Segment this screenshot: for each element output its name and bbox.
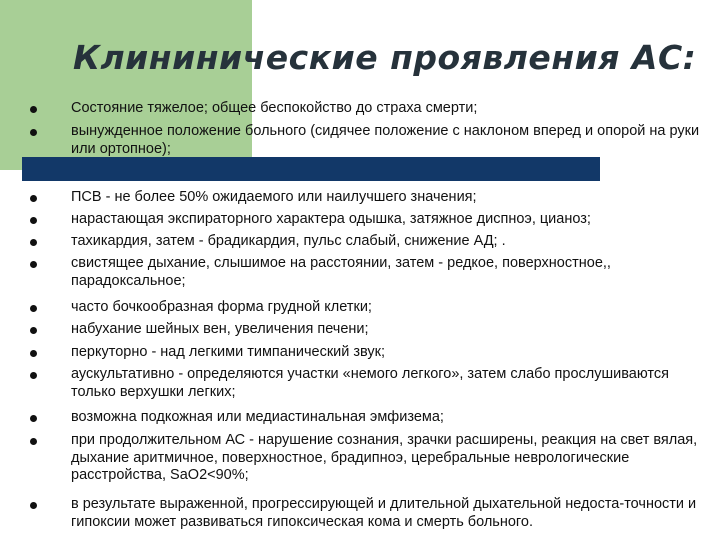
bullet-icon <box>30 195 37 202</box>
bullet-icon <box>30 327 37 334</box>
list-item-text: тахикардия, затем - брадикардия, пульс слабый, снижение АД; . <box>71 233 506 249</box>
bullet-icon <box>30 350 37 357</box>
bullet-icon <box>30 217 37 224</box>
bullet-icon <box>30 305 37 312</box>
list-item-text: возможна подкожная или медиастинальная эмфизема; <box>71 409 444 425</box>
list-item-text: нарастающая экспираторного характера одышка, затяжное диспноэ, цианоз; <box>71 211 591 227</box>
list-item-text: часто бочкообразная форма грудной клетки; <box>71 299 372 315</box>
bullet-icon <box>30 239 37 246</box>
list-item-text: перкуторно - над легкими тимпанический звук; <box>71 344 386 360</box>
list-item-text: набухание шейных вен, увеличения печени; <box>71 321 369 337</box>
list-item-text: Состояние тяжелое; общее беспокойство до страха смерти; <box>71 100 478 116</box>
bullet-icon <box>30 372 37 379</box>
list-item-text: ПСВ - не более 50% ожидаемого или наилучшего значения; <box>71 189 477 205</box>
bullet-icon <box>30 438 37 445</box>
bullet-icon <box>30 415 37 422</box>
slide-title: Клининические проявления АС: <box>73 38 697 77</box>
list-item-text: при продолжительном АС - нарушение сознания, зрачки расширены, реакция на свет вялая, дыхание аритмичное, поверхностное, брадипноэ, церебральные неврологические расстройства, SaO2<90%; <box>71 432 698 483</box>
list-item-text: вынужденное положение больного (сидячее положение с наклоном вперед и опорой на руки или ортопное); <box>71 123 700 157</box>
divider-bar <box>22 157 600 181</box>
list-item-text: свистящее дыхание, слышимое на расстоянии, затем - редкое, поверхностное,, парадоксальное; <box>71 255 611 289</box>
bullet-icon <box>30 261 37 268</box>
list-item-text: аускультативно - определяются участки «немого легкого», затем слабо прослушиваются только верхушки легких; <box>71 366 669 400</box>
bullet-icon <box>30 502 37 509</box>
list-item-text: в результате выраженной, прогрессирующей и длительной дыхательной недоста-точности и гипоксии может развиваться гипоксическая кома и смерть больного. <box>71 496 697 530</box>
bullet-icon <box>30 129 37 136</box>
bullet-icon <box>30 106 37 113</box>
